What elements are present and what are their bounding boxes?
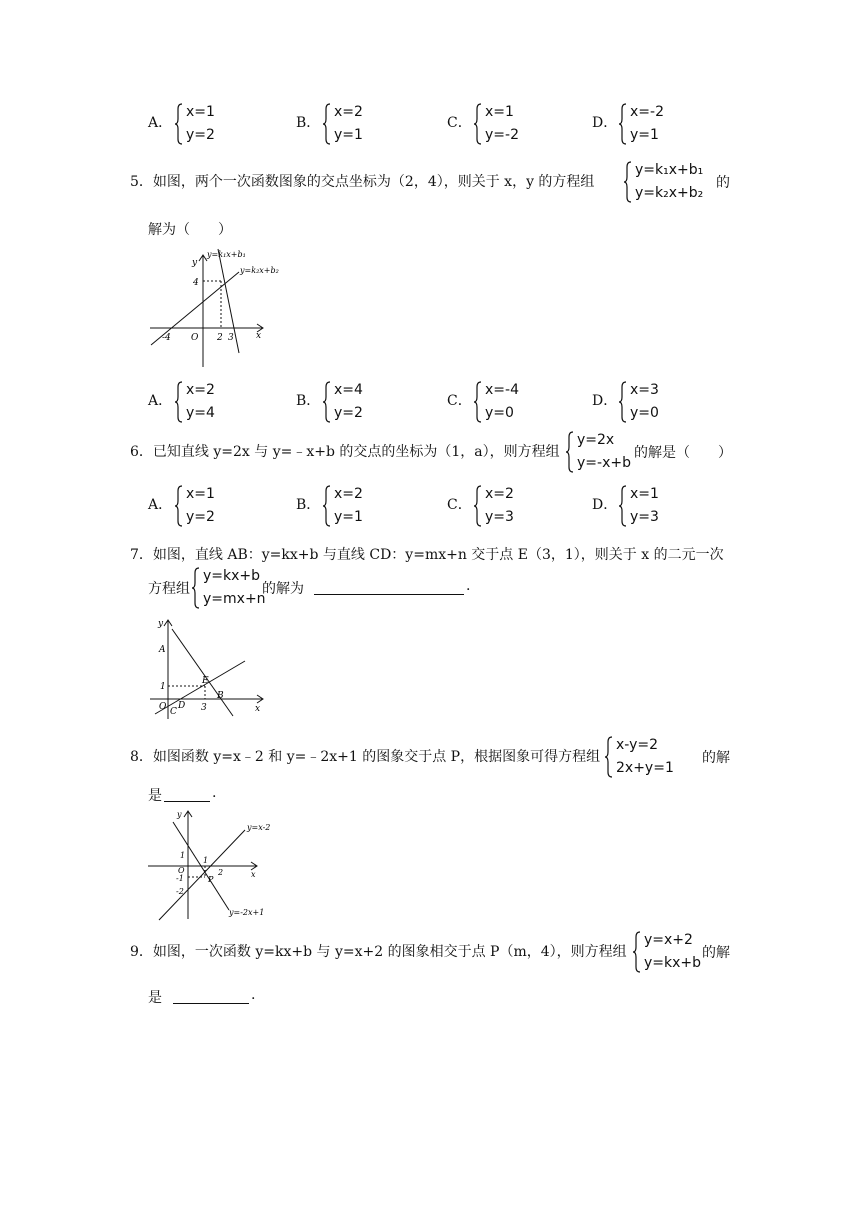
q5-option-a[interactable]: A．	[148, 393, 173, 409]
q8-line2: 是	[148, 788, 162, 804]
q8-figure	[145, 807, 280, 922]
point-d-label: D	[178, 701, 186, 711]
x-label: x	[255, 704, 261, 714]
q5-option-d[interactable]: D．	[592, 393, 618, 409]
tick-1: 1	[180, 851, 186, 860]
brace-icon	[619, 103, 627, 145]
line-x-minus-2	[159, 830, 245, 920]
x-label: x	[251, 870, 256, 879]
x-label: x	[256, 331, 262, 341]
brace-icon	[474, 381, 482, 423]
q9-answer-blank[interactable]	[173, 989, 249, 1004]
q7-figure	[145, 614, 270, 724]
q9-line2: 是	[148, 990, 162, 1006]
q5-figure	[145, 245, 295, 370]
q8-answer-blank[interactable]	[164, 787, 210, 802]
origin-label: O	[178, 866, 185, 875]
q7-end: .	[466, 578, 471, 594]
q6-option-d-system: x=1 y=3	[619, 483, 659, 529]
q5-option-d-system: x=3 y=0	[619, 379, 659, 425]
q9-text: 9．如图，一次函数 y=kx+b 与 y=x+2 的图象相交于点 P（m，4），则方程组	[130, 944, 627, 960]
origin-label: O	[159, 702, 167, 712]
q4-option-a-system: x=1 y=2	[175, 101, 215, 147]
q6-option-c-system: x=2 y=3	[474, 483, 514, 529]
brace-icon	[192, 567, 200, 609]
label-minus-2x-plus-1: y=-2x+1	[229, 908, 265, 917]
brace-icon	[175, 381, 183, 423]
brace-icon	[605, 736, 613, 778]
q9-suffix: 的解	[702, 945, 730, 961]
brace-icon	[175, 485, 183, 527]
point-c-label: C	[170, 707, 177, 717]
q9-end: .	[251, 987, 256, 1003]
q6-option-b-system: x=2 y=1	[323, 483, 363, 529]
brace-icon	[619, 485, 627, 527]
q7-suffix: 的解为	[262, 581, 304, 597]
point-p-label: P	[208, 875, 214, 884]
brace-icon	[474, 485, 482, 527]
point-b-label: B	[217, 691, 224, 701]
y-label: y	[177, 810, 182, 819]
q4-option-b[interactable]: B．	[296, 115, 321, 131]
y-label: y	[192, 258, 198, 268]
q4-option-b-system: x=2 y=1	[323, 101, 363, 147]
q6-system: y=2x y=-x+b	[566, 429, 631, 475]
tick-3: 3	[201, 703, 207, 713]
q7-system: y=kx+b y=mx+n	[192, 565, 266, 611]
q4-option-c-system: x=1 y=-2	[474, 101, 519, 147]
brace-icon	[323, 381, 331, 423]
brace-icon	[633, 931, 641, 973]
tick-minus-4: -4	[162, 333, 171, 343]
q5-option-b[interactable]: B．	[296, 393, 321, 409]
y-label: y	[158, 619, 164, 629]
q8-end: .	[212, 785, 217, 801]
brace-icon	[474, 103, 482, 145]
label-k2: y=k₂x+b₂	[240, 266, 279, 275]
label-x-minus-2: y=x-2	[247, 823, 271, 832]
tick-minus-1: -1	[176, 874, 184, 883]
brace-icon	[323, 103, 331, 145]
q5-option-a-system: x=2 y=4	[175, 379, 215, 425]
q5-line2: 解为（ ）	[148, 222, 232, 238]
q4-option-d[interactable]: D．	[592, 115, 618, 131]
tick-4: 4	[193, 278, 199, 288]
q6-option-d[interactable]: D．	[592, 497, 618, 513]
q4-option-c[interactable]: C．	[447, 115, 472, 131]
q6-option-a[interactable]: A．	[148, 497, 173, 513]
q6-text: 6．已知直线 y=2x 与 y=﹣x+b 的交点的坐标为（1，a），则方程组	[130, 444, 560, 460]
tick-3: 3	[228, 333, 234, 343]
brace-icon	[323, 485, 331, 527]
q8-text: 8．如图函数 y=x﹣2 和 y=﹣2x+1 的图象交于点 P，根据图象可得方程组	[130, 749, 601, 765]
point-e-label: E	[202, 676, 209, 686]
brace-icon	[624, 161, 632, 203]
tick-1-x: 1	[203, 856, 209, 865]
q5-system: y=k₁x+b₁ y=k₂x+b₂	[624, 159, 703, 205]
q6-option-c[interactable]: C．	[447, 497, 472, 513]
q5-text: 5．如图，两个一次函数图象的交点坐标为（2，4），则关于 x，y 的方程组	[130, 174, 595, 190]
brace-icon	[566, 431, 574, 473]
q8-system: x-y=2 2x+y=1	[605, 734, 674, 780]
tick-minus-2: -2	[176, 887, 184, 896]
q9-system: y=x+2 y=kx+b	[633, 929, 701, 975]
point-a-label: A	[159, 645, 166, 655]
q5-option-b-system: x=4 y=2	[323, 379, 363, 425]
label-k1: y=k₁x+b₁	[207, 250, 246, 259]
q7-prefix: 方程组	[148, 581, 190, 597]
q5-option-c-system: x=-4 y=0	[474, 379, 519, 425]
q5-suffix: 的	[716, 175, 730, 191]
q4-option-d-system: x=-2 y=1	[619, 101, 664, 147]
q6-suffix: 的解是（ ）	[634, 445, 732, 461]
q4-option-a[interactable]: A．	[148, 115, 173, 131]
brace-icon	[619, 381, 627, 423]
origin-label: O	[191, 333, 199, 343]
brace-icon	[175, 103, 183, 145]
tick-2: 2	[217, 333, 223, 343]
q6-option-a-system: x=1 y=2	[175, 483, 215, 529]
tick-1: 1	[160, 682, 166, 692]
q7-text: 7．如图，直线 AB：y=kx+b 与直线 CD：y=mx+n 交于点 E（3，1），则关于 x 的二元一次	[130, 547, 724, 563]
tick-2: 2	[218, 868, 224, 877]
q8-suffix: 的解	[702, 750, 730, 766]
q7-answer-blank[interactable]	[314, 580, 464, 595]
q6-option-b[interactable]: B．	[296, 497, 321, 513]
q5-option-c[interactable]: C．	[447, 393, 472, 409]
